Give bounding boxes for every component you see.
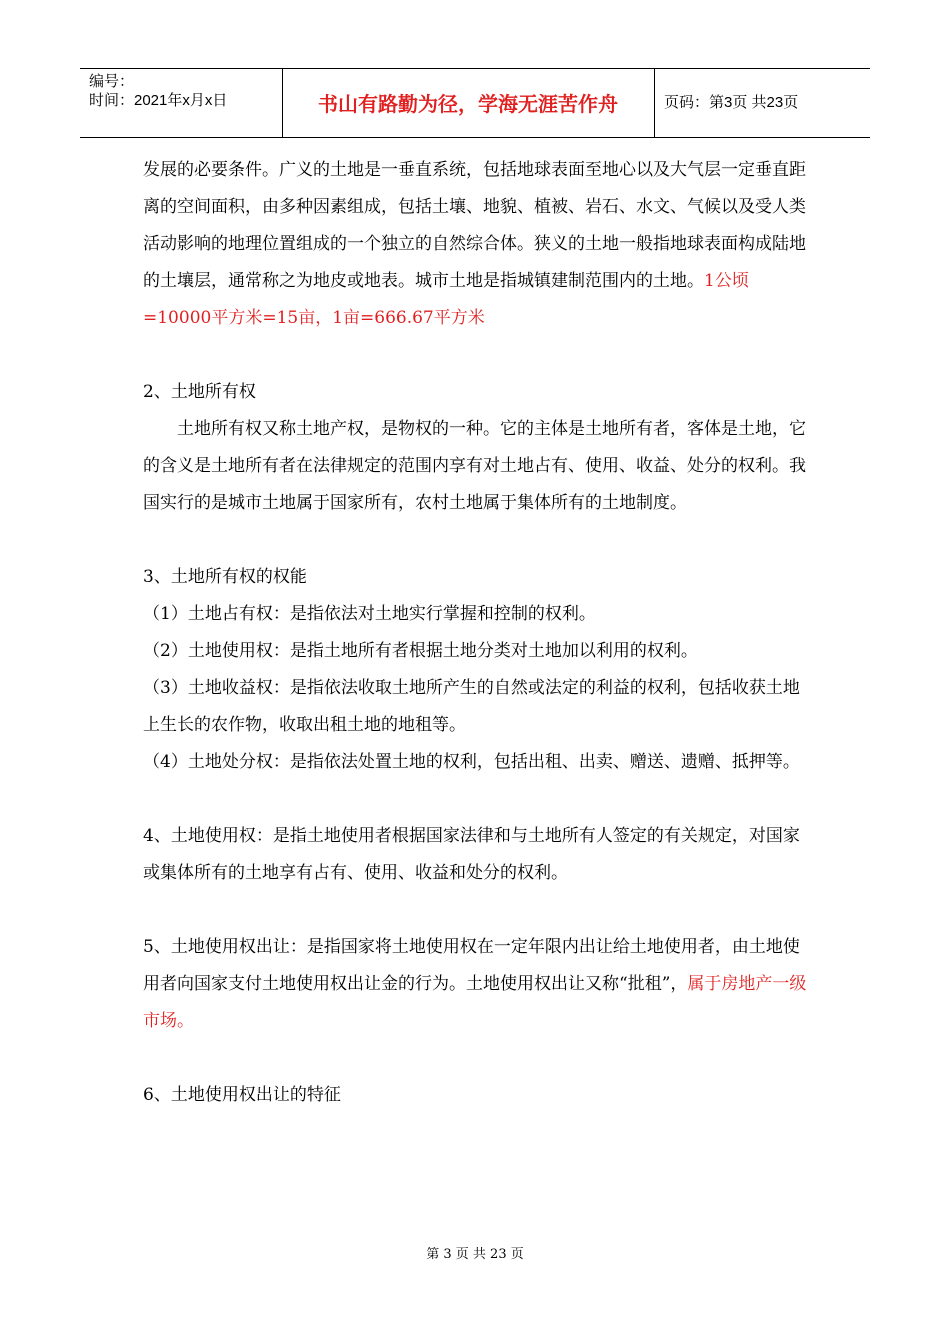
list-item-use-right: （2）土地使用权：是指土地所有者根据土地分类对土地加以利用的权利。 <box>143 641 698 661</box>
land-definition-text: 发展的必要条件。广义的土地是一垂直系统，包括地球表面至地心以及大气层一定垂直距离的空间面积，由多种因素组成，包括土壤、地貌、植被、岩石、水文、气候以及受人类活动影响的地理位置组成的一个独立的自然综合体。狭义的土地一般指地球表面构成陆地的土壤层，通常称之为地皮或地表。城市土地是指城镇建制范围内的土地。 <box>143 160 806 291</box>
section-heading-ownership: 2、土地所有权 <box>143 382 256 402</box>
paragraph-ownership: 土地所有权又称土地产权，是物权的一种。它的主体是土地所有者，客体是土地，它的含义是土地所有者在法律规定的范围内享有对土地占有、使用、收益、处分的权利。我国实行的是城市土地属于国家所有，农村土地属于集体所有的土地制度。 <box>143 419 806 513</box>
list-item-possession-right: （1）土地占有权：是指依法对土地实行掌握和控制的权利。 <box>143 604 596 624</box>
document-body <box>143 152 808 1114</box>
list-item-disposal-right: （4）土地处分权：是指依法处置土地的权利，包括出租、出卖、赠送、遗赠、抵押等。 <box>143 752 800 772</box>
land-unit-conversion: 1公顷=10000平方米=15亩，1亩=666.67平方米 <box>143 271 749 328</box>
paragraph-land-definition <box>143 152 808 337</box>
header-motto-cell <box>282 69 655 137</box>
page-footer: 第 3 页 共 23 页 <box>426 1247 524 1262</box>
list-item-income-right: （3）土地收益权：是指依法收取土地所产生的自然或法定的利益的权利，包括收获土地上生长的农作物，收取出租土地的地租等。 <box>143 678 800 735</box>
serial-label: 编号： <box>89 73 135 90</box>
header-meta-cell <box>80 69 283 137</box>
use-right-transfer-text: 5、土地使用权出让：是指国家将土地使用权在一定年限内出让给土地使用者，由土地使用者向国家支付土地使用权出让金的行为。土地使用权出让又称“批租”， <box>143 937 800 994</box>
paragraph-land-use-right: 4、土地使用权：是指土地使用者根据国家法律和与土地所有人签定的有关规定，对国家或集体所有的土地享有占有、使用、收益和处分的权利。 <box>143 826 800 883</box>
page-header <box>80 68 870 138</box>
section-heading-transfer-features: 6、土地使用权出让的特征 <box>143 1085 341 1105</box>
date-line: 时间：2021年x月x日 <box>89 92 228 109</box>
paragraph-use-right-transfer <box>143 929 808 1040</box>
header-motto: 书山有路勤为径，学海无涯苦作舟 <box>318 92 618 116</box>
primary-market-note: 属于房地产一级市场。 <box>143 974 807 1031</box>
header-page-cell <box>654 69 870 137</box>
section-heading-ownership-powers: 3、土地所有权的权能 <box>143 567 307 587</box>
header-page-code: 页码：第3页 共23页 <box>664 94 799 111</box>
